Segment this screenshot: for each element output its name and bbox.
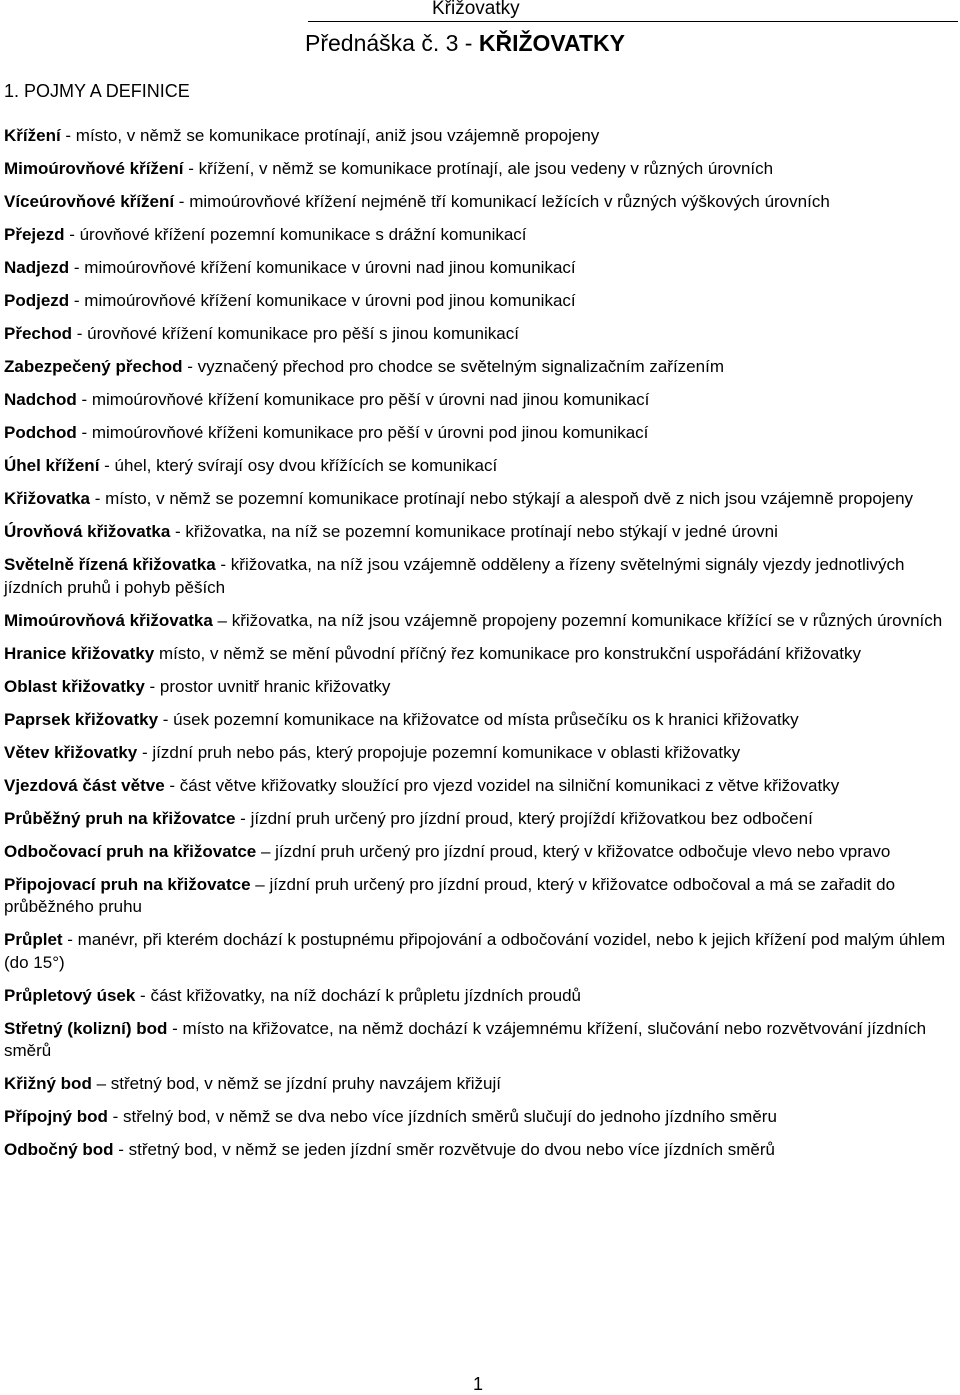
definition-term: Podjezd <box>4 291 70 310</box>
definition-separator: – <box>91 1074 111 1093</box>
definition-text: jízdní pruh určený pro jízdní proud, který v křižovatce odbočoval a má se zařadit do průběžného pruhu <box>4 874 896 916</box>
definition-text: mimoúrovňové křížení komunikace v úrovni nad jinou komunikací <box>84 258 576 277</box>
definition-item <box>4 1018 956 1063</box>
page-number: 1 <box>473 1374 484 1394</box>
definition-text: prostor uvnitř hranic křižovatky <box>159 676 391 696</box>
definition-separator: - <box>170 522 186 541</box>
definition-term: Průplet <box>4 930 63 949</box>
definition-text: jízdní pruh určený pro jízdní proud, který v křižovatce odbočuje vlevo nebo vpravo <box>275 841 891 861</box>
definition-term: Úhel křížení <box>4 456 100 475</box>
lecture-prefix: Přednáška č. 3 - <box>305 30 479 56</box>
definition-separator: – <box>212 610 232 630</box>
definition-text: střetný bod, v němž se jízdní pruhy navzájem křižují <box>110 1074 501 1093</box>
definition-item <box>4 1106 956 1129</box>
definitions-list <box>4 125 956 1172</box>
definition-term: Přejezd <box>4 225 65 244</box>
definition-term: Průpletový úsek <box>4 985 136 1005</box>
lecture-topic: KŘIŽOVATKY <box>478 30 625 56</box>
definition-term: Vjezdová část větve <box>4 775 165 795</box>
definition-text: jízdní pruh určený pro jízdní proud, který projíždí křižovatkou bez odbočení <box>250 808 813 828</box>
definition-separator: - <box>76 423 92 442</box>
definition-separator: - <box>182 357 198 376</box>
definition-term: Nadchod <box>4 390 77 409</box>
definition-item <box>4 125 956 148</box>
definition-separator: - <box>235 808 251 828</box>
lecture-title <box>305 30 625 57</box>
definition-separator: - <box>62 930 78 949</box>
definition-text: křížení, v němž se komunikace protínají, ale jsou vedeny v různých úrovních <box>198 159 774 178</box>
definition-term: Paprsek křižovatky <box>4 709 159 729</box>
definition-text: část křižovatky, na níž dochází k průpletu jízdních proudů <box>150 985 582 1005</box>
definition-item <box>4 808 956 831</box>
definition-item <box>4 985 956 1008</box>
definition-term: Křížení <box>4 126 61 145</box>
definition-item <box>4 224 956 247</box>
definition-text: mimoúrovňové kříženi komunikace pro pěší v úrovni pod jinou komunikací <box>91 423 649 442</box>
definition-text: střetný bod, v němž se jeden jízdní směr rozvětvuje do dvou nebo více jízdních směrů <box>128 1140 775 1159</box>
definition-text: místo, v němž se mění původní příčný řez komunikace pro konstrukční uspořádání křižovatky <box>158 643 862 663</box>
definition-text: místo na křižovatce, na němž dochází k vzájemnému křížení, slučování nebo rozvětvování jízdních směrů <box>4 1018 927 1060</box>
definition-term: Odbočný bod <box>4 1140 114 1159</box>
definition-separator: - <box>137 742 153 762</box>
definition-term: Podchod <box>4 423 77 442</box>
definition-term: Přechod <box>4 324 73 343</box>
definition-term: Oblast křižovatky <box>4 676 145 696</box>
definition-item <box>4 389 956 412</box>
definition-item <box>4 929 956 974</box>
definition-separator: - <box>158 709 174 729</box>
definition-term: Mimoúrovňové křížení <box>4 159 184 178</box>
header-rule <box>308 21 958 22</box>
definition-separator: – <box>256 841 276 861</box>
definition-item <box>4 356 956 379</box>
definition-item <box>4 643 956 666</box>
definition-item <box>4 1073 956 1096</box>
definition-item <box>4 521 956 544</box>
definition-separator: - <box>167 1018 183 1038</box>
definition-item <box>4 554 956 599</box>
definition-separator: - <box>135 985 151 1005</box>
definition-item <box>4 158 956 181</box>
definition-term: Přípojný bod <box>4 1107 108 1126</box>
definition-separator: - <box>215 555 231 574</box>
definition-separator: - <box>60 126 76 145</box>
definition-text: úhel, který svírají osy dvou křížících se komunikací <box>114 456 498 475</box>
definition-separator: - <box>76 390 92 409</box>
definition-item <box>4 1139 956 1162</box>
running-header: Křižovatky <box>432 0 520 19</box>
definition-term: Průběžný pruh na křižovatce <box>4 808 236 828</box>
definition-text: část větve křižovatky sloužící pro vjezd vozidel na silniční komunikaci z větve křižovatky <box>179 775 840 795</box>
definition-text: manévr, při kterém dochází k postupnému připojování a odbočování vozidel, nebo k jejich křížení pod malým úhlem (do 15°) <box>4 930 946 972</box>
definition-text: křižovatka, na níž jsou vzájemně odděleny a řízeny světelnými signály vjezdy jednotlivých jízdních pruhů i pohyb pěších <box>4 555 905 597</box>
definition-separator: - <box>164 775 180 795</box>
definition-text: úrovňové křížení komunikace pro pěší s jinou komunikací <box>87 324 519 343</box>
definition-separator: - <box>99 456 115 475</box>
definition-text: úrovňové křížení pozemní komunikace s drážní komunikací <box>79 225 527 244</box>
definition-separator: - <box>144 676 160 696</box>
definition-item <box>4 323 956 346</box>
definition-separator: - <box>107 1107 123 1126</box>
definition-term: Zabezpečený přechod <box>4 357 183 376</box>
definition-term: Mimoúrovňová křižovatka <box>4 610 213 630</box>
definition-text: křižovatka, na níž jsou vzájemně propojeny pozemní komunikace křížící se v různých úrovních <box>231 610 943 630</box>
definition-term: Úrovňová křižovatka <box>4 522 171 541</box>
definition-term: Odbočovací pruh na křižovatce <box>4 841 257 861</box>
definition-text: mimoúrovňové křížení komunikace v úrovni pod jinou komunikací <box>84 291 576 310</box>
definition-item <box>4 610 956 633</box>
definition-separator: - <box>183 159 199 178</box>
definition-term: Střetný (kolizní) bod <box>4 1018 168 1038</box>
definition-term: Světelně řízená křižovatka <box>4 555 216 574</box>
definition-term: Větev křižovatky <box>4 742 138 762</box>
definition-term: Křižný bod <box>4 1074 92 1093</box>
definition-text: křižovatka, na níž se pozemní komunikace protínají nebo stýkají v jedné úrovni <box>185 522 778 541</box>
definition-item <box>4 422 956 445</box>
definition-separator: - <box>64 225 80 244</box>
definition-term: Víceúrovňové křížení <box>4 192 175 211</box>
definition-separator: - <box>89 489 106 508</box>
definition-item <box>4 488 956 511</box>
definition-term: Křižovatka <box>4 489 90 508</box>
definition-text: vyznačený přechod pro chodce se světelným signalizačním zařízením <box>197 357 724 376</box>
definition-item <box>4 191 956 214</box>
definition-separator: - <box>69 291 85 310</box>
definition-item <box>4 775 956 798</box>
definition-separator: - <box>72 324 88 343</box>
definition-text: mimoúrovňové křížení nejméně tří komunikací ležících v různých výškových úrovních <box>189 192 830 211</box>
definition-text: jízdní pruh nebo pás, který propojuje pozemní komunikace v oblasti křižovatky <box>152 742 741 762</box>
definition-separator: - <box>174 192 190 211</box>
definition-text: mimoúrovňové křížení komunikace pro pěší v úrovni nad jinou komunikací <box>91 390 650 409</box>
section-heading: 1. POJMY A DEFINICE <box>4 81 190 101</box>
definition-text: místo, v němž se pozemní komunikace protínají nebo stýkají a alespoň dvě z nich jsou vzájemně propojeny <box>105 489 914 508</box>
definition-text: místo, v němž se komunikace protínají, aniž jsou vzájemně propojeny <box>75 126 600 145</box>
definition-text: úsek pozemní komunikace na křižovatce od místa průsečíku os k hranici křižovatky <box>173 709 799 729</box>
definition-item <box>4 257 956 280</box>
definition-separator: - <box>69 258 85 277</box>
definition-term: Připojovací pruh na křižovatce <box>4 874 251 894</box>
definition-separator: - <box>113 1140 129 1159</box>
definition-item <box>4 290 956 313</box>
definition-item <box>4 455 956 478</box>
definition-item <box>4 742 956 765</box>
definition-term: Hranice křižovatky <box>4 643 155 663</box>
definition-item <box>4 874 956 919</box>
definition-text: střelný bod, v němž se dva nebo více jízdních směrů slučují do jednoho jízdního směru <box>123 1107 777 1126</box>
definition-item <box>4 841 956 864</box>
definition-item <box>4 709 956 732</box>
definition-item <box>4 676 956 699</box>
definition-separator: – <box>250 874 270 894</box>
definition-term: Nadjezd <box>4 258 70 277</box>
